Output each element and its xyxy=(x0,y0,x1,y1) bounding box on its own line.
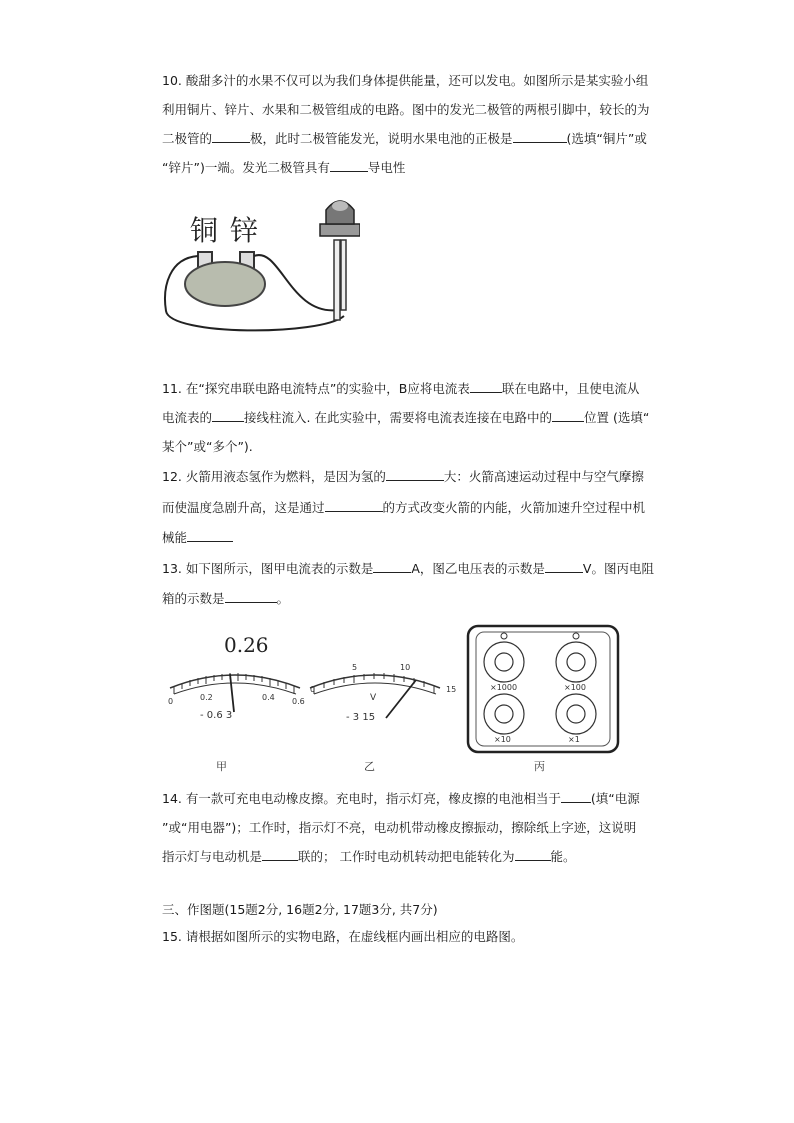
answer-blank[interactable] xyxy=(561,790,591,803)
answer-blank[interactable] xyxy=(325,499,383,512)
tick-label: 0 xyxy=(310,685,316,694)
q12-line-2: 而使温度急剧升高，这是通过 的方式改变火箭的内能，火箭加速升空过程中机 xyxy=(162,500,646,515)
answer-blank[interactable] xyxy=(187,529,233,542)
q13-line-1: 13. 如下图所示，图甲电流表的示数是 A，图乙电压表的示数是 V。图丙电阻 xyxy=(162,561,654,576)
tick-label: 0.4 xyxy=(262,693,275,702)
ammeter-needle xyxy=(230,674,234,712)
answer-blank[interactable] xyxy=(212,409,244,422)
handwritten-reading: 0.26 xyxy=(224,633,269,657)
fruit xyxy=(185,262,265,306)
multiplier: ×1 xyxy=(568,735,580,744)
q11-line-3: 某个”或“多个”). xyxy=(162,439,253,454)
q10-line-2: 利用铜片、锌片、水果和二极管组成的电路。图中的发光二极管的两根引脚中，较长的为 xyxy=(162,102,650,117)
answer-blank[interactable] xyxy=(545,560,583,573)
tick-label: 0.2 xyxy=(200,693,213,702)
answer-blank[interactable] xyxy=(262,848,298,861)
ammeter-terminals: - 0.6 3 xyxy=(200,710,233,721)
tick-label: 0.6 xyxy=(292,697,305,706)
voltmeter-dial xyxy=(310,663,456,772)
voltmeter-needle xyxy=(386,680,416,718)
q12-line-3: 械能 xyxy=(162,529,682,547)
q10-line-3: 二极管的 极，此时二极管能发光，说明水果电池的正极是 (选填“铜片”或 xyxy=(162,131,647,146)
q13-line-2: 箱的示数是 。 xyxy=(162,591,290,606)
answer-blank[interactable] xyxy=(225,590,277,603)
q12-line-1: 12. 火箭用液态氢作为燃料，是因为氢的 大：火箭高速运动过程中与空气摩擦 xyxy=(162,469,644,484)
multiplier: ×1000 xyxy=(490,683,518,692)
q11-line-2: 电流表的 接线柱流入. 在此实验中，需要将电流表连接在电路中的 位置 (选填“ xyxy=(162,410,650,425)
resbox-label: 丙 xyxy=(534,760,545,772)
multiplier: ×100 xyxy=(564,683,586,692)
q11-line-1: 11. 在“探究串联电路电流特点”的实验中，B应将电流表 联在电路中，且使电流从 xyxy=(162,381,640,396)
voltmeter-unit: V xyxy=(370,693,377,703)
answer-blank[interactable] xyxy=(515,848,551,861)
q15-line-1: 15. 请根据如图所示的实物电路，在虚线框内画出相应的电路图。 xyxy=(162,929,524,944)
voltmeter-terminals: - 3 15 xyxy=(346,712,376,723)
multiplier: ×10 xyxy=(494,735,511,744)
zinc-label: 锌 xyxy=(230,214,259,247)
answer-blank[interactable] xyxy=(212,130,250,143)
answer-blank[interactable] xyxy=(373,560,411,573)
tick-label: 0 xyxy=(168,697,174,706)
copper-label: 铜 xyxy=(190,214,219,247)
tick-label: 5 xyxy=(352,663,358,672)
resistance-box xyxy=(468,626,618,772)
voltmeter-label: 乙 xyxy=(364,760,375,772)
ammeter-label: 甲 xyxy=(216,760,227,772)
answer-blank[interactable] xyxy=(470,380,502,393)
q14-line-2: ”或“用电器”)；工作时，指示灯不亮，电动机带动橡皮擦振动，擦除纸上字迹，这说明 xyxy=(162,820,637,835)
section-heading: 三、作图题(15题2分, 16题2分, 17题3分, 共7分) xyxy=(162,902,438,917)
fruit-battery-figure xyxy=(160,196,360,346)
answer-blank[interactable] xyxy=(552,409,584,422)
tick-label: 15 xyxy=(446,685,457,694)
meters-figure xyxy=(160,622,630,772)
q14-line-3: 指示灯与电动机是 联的； 工作时电动机转动把电能转化为 能。 xyxy=(162,849,576,864)
q10-line-1: 10. 酸甜多汁的水果不仅可以为我们身体提供能量，还可以发电。如图所示是某实验小组 xyxy=(162,73,649,88)
q14-line-1: 14. 有一款可充电电动橡皮擦。充电时，指示灯亮，橡皮擦的电池相当于 (填“电源 xyxy=(162,791,640,806)
tick-label: 10 xyxy=(400,663,411,672)
answer-blank[interactable] xyxy=(386,468,444,481)
led-base xyxy=(320,224,360,236)
answer-blank[interactable] xyxy=(513,130,567,143)
ammeter-dial xyxy=(168,673,305,772)
answer-blank[interactable] xyxy=(330,159,368,172)
q10-line-4: “锌片”)一端。发光二极管具有 导电性 xyxy=(162,160,406,175)
